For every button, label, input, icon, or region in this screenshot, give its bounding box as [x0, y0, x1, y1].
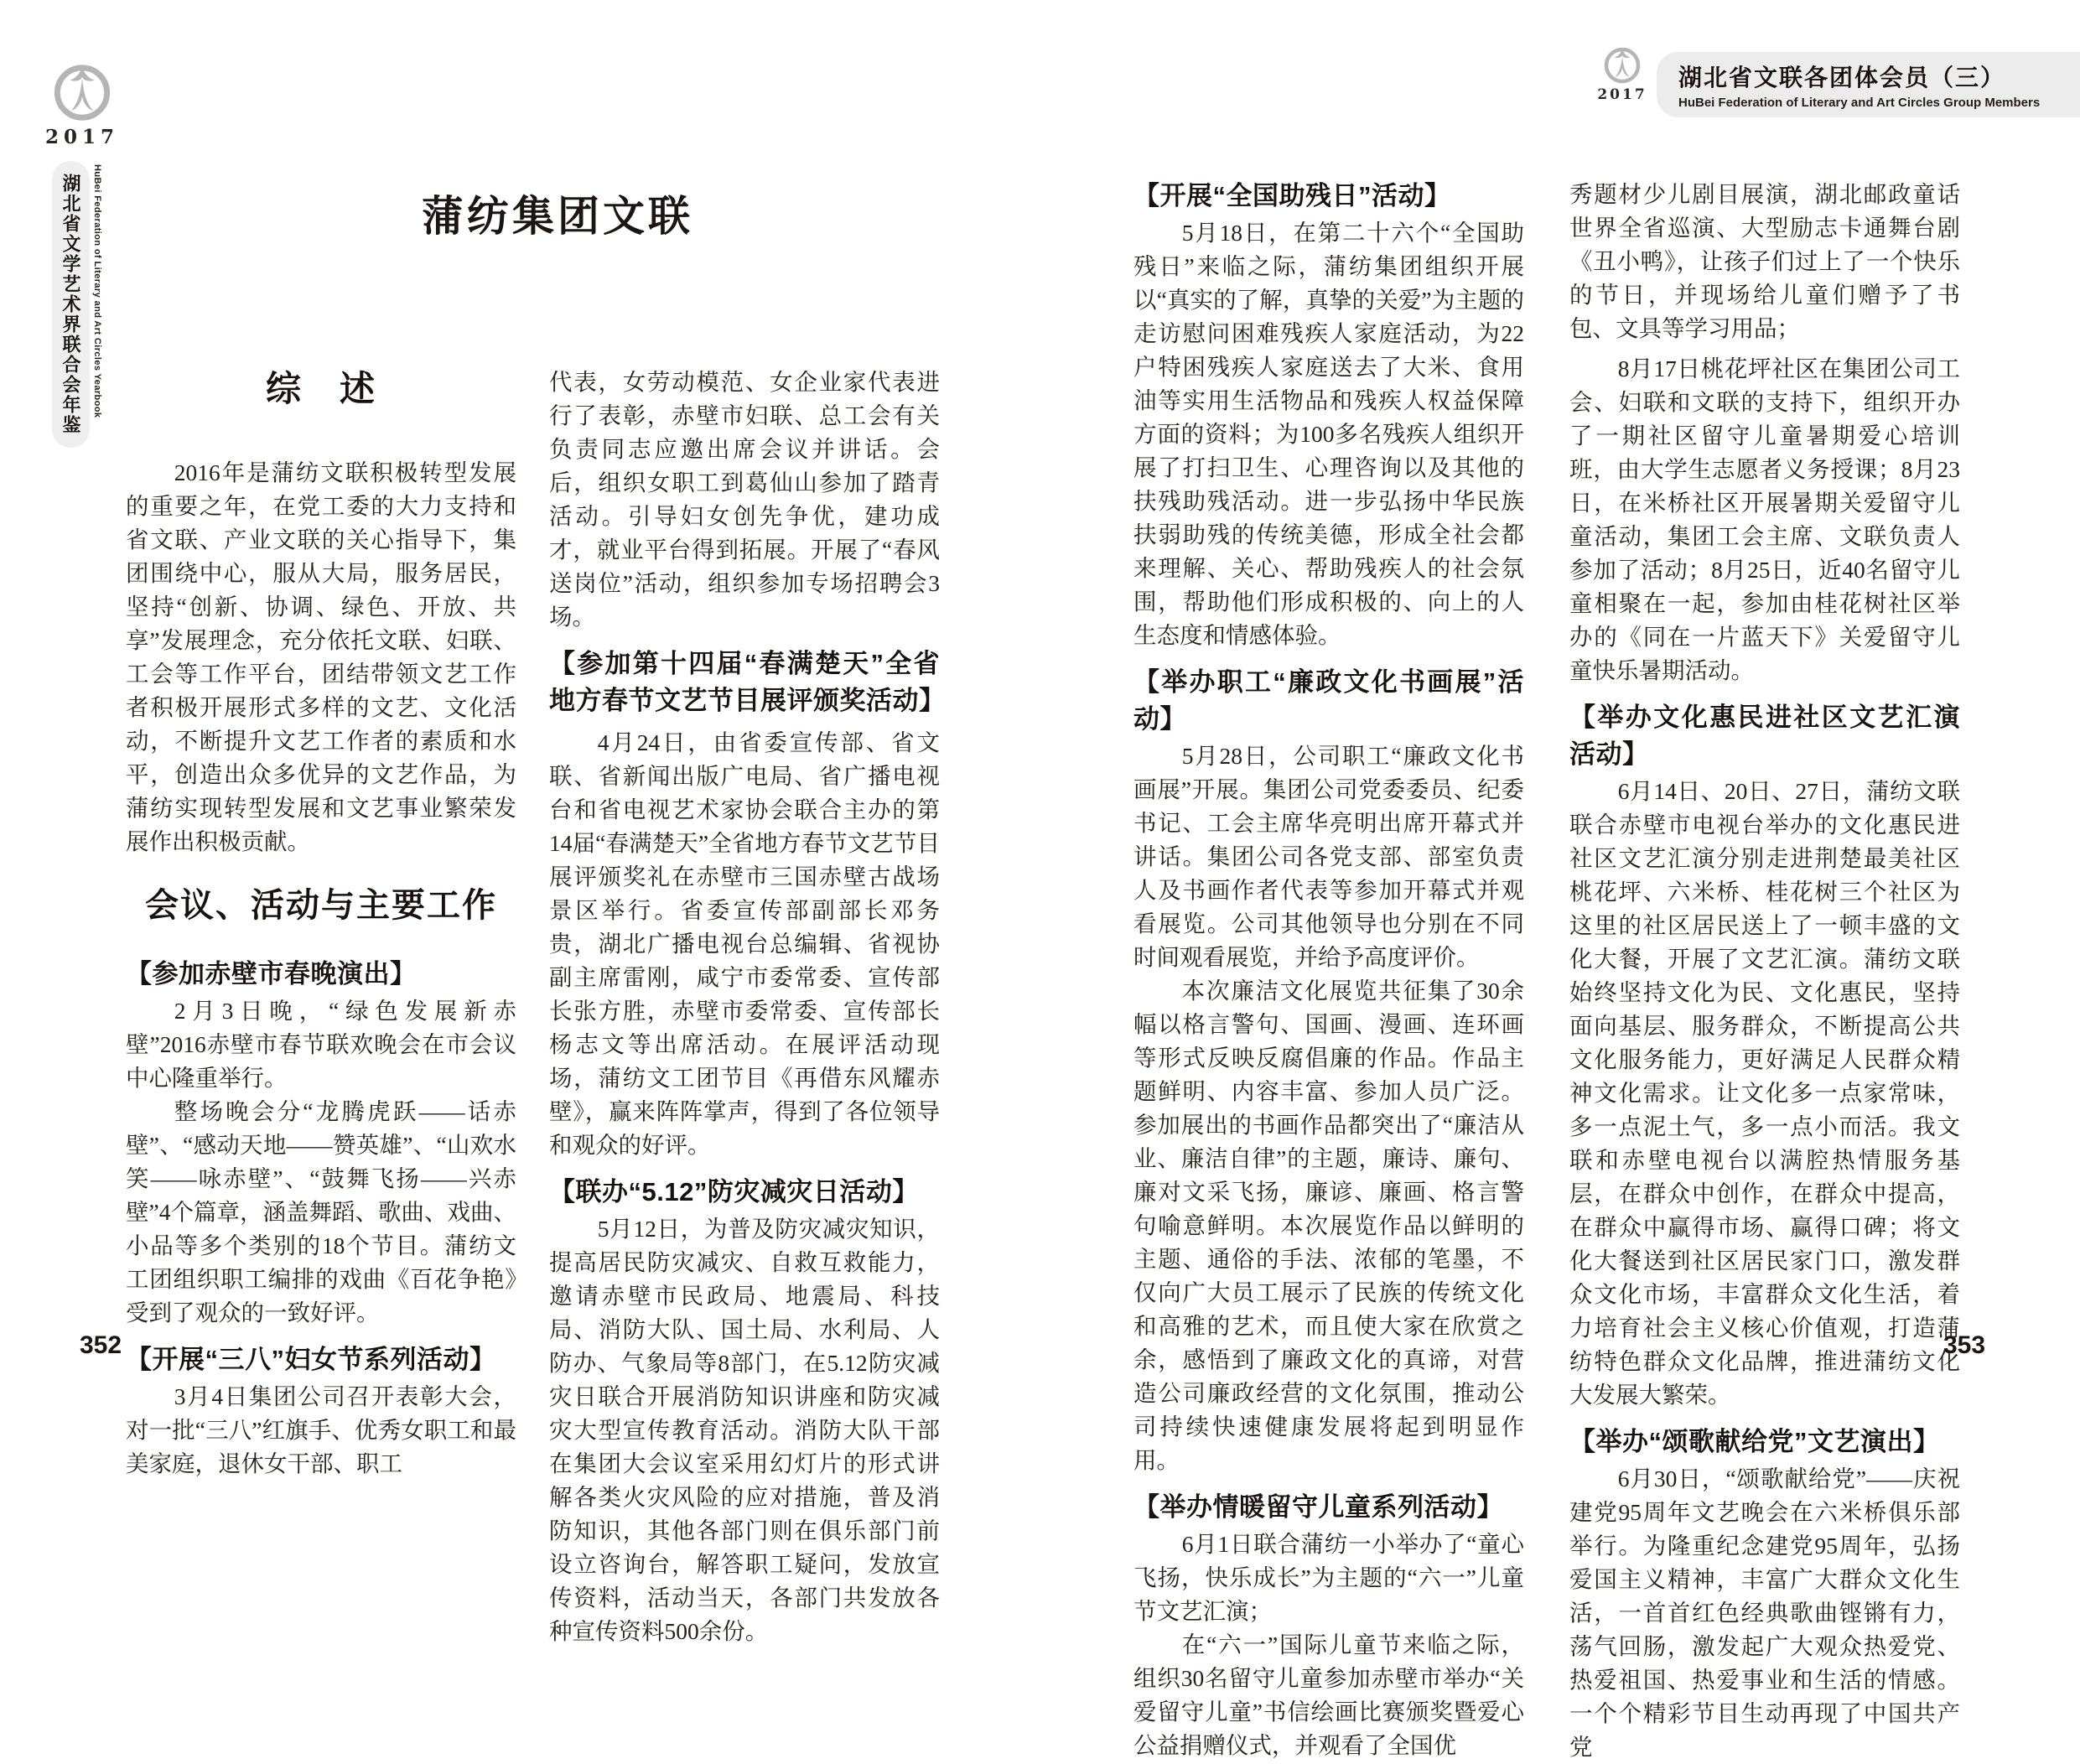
- section-heading-huimin: 【举办文化惠民进社区文艺汇演活动】: [1569, 703, 1960, 769]
- paragraph: 6月1日联合蒲纺一小举办了“童心飞扬，快乐成长”为主题的“六一”儿童节文艺汇演；: [1133, 1531, 1524, 1624]
- right-page-column-2: [1569, 178, 1960, 1764]
- paragraph: 3月4日集团公司召开表彰大会，对一批“三八”红旗手、优秀女职工和最美家庭，退休女干部、职工: [126, 1383, 516, 1476]
- overview-paragraph: 2016年是蒲纺文联积极转型发展的重要之年，在党工委的大力支持和省文联、产业文联的关心指导下，集团围绕中心，服从大局，服务居民，坚持“创新、协调、绿色、开放、共享”发展理念，充分依托文联、妇联、工会等工作平台，团结带领文艺工作者积极开展形式多样的文艺、文化活动，不断提升文艺工作者的素质和水平，创造出众多优异的文艺作品，为蒲纺实现转型发展和文艺事业繁荣发展作出积极贡献。: [126, 459, 516, 854]
- paragraph: 2月3日晚，“绿色发展新赤壁”2016赤壁市春节联欢晚会在市会议中心隆重举行。: [126, 998, 516, 1091]
- paragraph: 4月24日，由省委宣传部、省文联、省新闻出版广电局、省广播电视台和省电视艺术家协会联合主办的第14届“春满楚天”全省地方春节文艺节目展评颁奖礼在赤壁市三国赤壁古战场景区举行。省委宣传部副部长邓务贵，湖北广播电视台总编辑、省视协副主席雷刚，咸宁市委常委、宣传部长张方胜，赤壁市委常委、宣传部长杨志文等出席活动。在展评活动现场，蒲纺文工团节目《再借东风耀赤壁》，赢来阵阵掌声，得到了各位领导和观众的好评。: [549, 729, 940, 1158]
- section-heading-chunwan: 【参加赤壁市春晚演出】: [126, 959, 417, 988]
- paragraph-continued: 代表，女劳动模范、女企业家代表进行了表彰，赤壁市妇联、总工会有关负责同志应邀出席会议并讲话。会后，组织女职工到葛仙山参加了踏青活动。引导妇女创先争优，建功成才，就业平台得到拓展。开展了“春风送岗位”活动，组织参加专场招聘会3场。: [549, 369, 940, 630]
- section-heading-sanba: 【开展“三八”妇女节系列活动】: [126, 1345, 496, 1374]
- section-heading-songge: 【举办“颂歌献给党”文艺演出】: [1569, 1427, 1940, 1456]
- page-number-right: 353: [1943, 1331, 1986, 1359]
- federation-logo-small: [1595, 44, 1650, 103]
- left-page-column-2: [549, 366, 946, 1648]
- paragraph-continued: 秀题材少儿剧目展演，湖北邮政童话世界全省巡演、大型励志卡通舞台剧《丑小鸭》，让孩子们过上了一个快乐的节日，并现场给儿童们赠予了书包、文具等学习用品；: [1569, 181, 1960, 341]
- federation-emblem-icon: [49, 59, 115, 124]
- logo-year-left: 2017: [44, 126, 119, 148]
- paragraph: 5月12日，为普及防灾减灾知识，提高居民防灾减灾、自救互救能力，邀请赤壁市民政局、地震局、科技局、消防大队、国土局、水利局、人防办、气象局等8部门，在5.12防灾减灾日联合开展消防知识讲座和防灾减灾大型宣传教育活动。消防大队干部在集团大会议室采用幻灯片的形式讲解各类火灾风险的应对措施，普及消防知识，其他各部门则在俱乐部门前设立咨询台，解答职工疑问，发放宣传资料，活动当天，各部门共发放各种宣传资料500余份。: [549, 1216, 940, 1644]
- section-heading-zhucanri: 【开展“全国助残日”活动】: [1133, 181, 1451, 210]
- paragraph: 5月18日，在第二十六个“全国助残日”来临之际，蒲纺集团组织开展以“真实的了解，真挚的关爱”为主题的走访慰问困难残疾人家庭活动，为22户特困残疾人家庭送去了大米、食用油等实用生活物品和残疾人权益保障方面的资料；为100多名残疾人组织开展了打扫卫生、心理咨询以及其他的扶残助残活动。进一步弘扬中华民族扶弱助残的传统美德，形成全社会都来理解、关心、帮助残疾人的社会氛围，帮助他们形成积极的、向上的人生态度和情感体验。: [1133, 220, 1524, 648]
- chapter-title-cn: 湖北省文联各团体会员（三）: [1678, 65, 2006, 91]
- section-heading-lianzheng: 【举办职工“廉政文化书画展”活动】: [1133, 667, 1524, 734]
- paragraph: 6月14日、20日、27日，蒲纺文联联合赤壁市电视台举办的文化惠民进社区文艺汇演分别走进荆楚最美社区桃花坪、六米桥、桂花树三个社区为这里的社区居民送上了一顿丰盛的文化大餐，开展了文艺汇演。蒲纺文联始终坚持文化为民、文化惠民，坚持面向基层、服务群众，不断提高公共文化服务能力，更好满足人民群众精神文化需求。让文化多一点家常味，多一点泥土气，多一点小而活。我文联和赤壁电视台以满腔热情服务基层，在群众中创作，在群众中提高，在群众中赢得市场、赢得口碑；将文化大餐送到社区居民家门口，激发群众文化市场，丰富群众文化生活，着力培育社会主义核心价值观，打造蒲纺特色群众文化品牌，推进蒲纺文化大发展大繁荣。: [1569, 778, 1960, 1408]
- work-heading: 会议、活动与主要工作: [145, 887, 497, 924]
- federation-logo: [44, 59, 121, 148]
- page-number-left: 352: [80, 1331, 122, 1359]
- spine-title-cn: 湖北省文学艺术界联合会年鉴: [52, 161, 90, 448]
- paragraph: 8月17日桃花坪社区在集团公司工会、妇联和文联的支持下，组织开办了一期社区留守儿童暑期爱心培训班，由大学生志愿者义务授课；8月23日，在米桥社区开展暑期关爱留守儿童活动，集团工会主席、文联负责人参加了活动；8月25日，近40名留守儿童相聚在一起，参加由桂花树社区举办的《同在一片蓝天下》关爱留守儿童快乐暑期活动。: [1569, 355, 1960, 683]
- spine-title-en: HuBei Federation of Literary and Art Circles Yearbook: [92, 164, 102, 418]
- paragraph: 在“六一”国际儿童节来临之际，组织30名留守儿童参加赤壁市举办“关爱留守儿童”书信绘画比赛颁奖暨爱心公益捐赠仪式，并观看了全国优: [1133, 1632, 1524, 1758]
- logo-year-right: 2017: [1597, 86, 1647, 103]
- paragraph: 整场晚会分“龙腾虎跃——话赤壁”、“感动天地——赞英雄”、“山欢水笑——咏赤壁”、“鼓舞飞扬——兴赤壁”4个篇章，涵盖舞蹈、歌曲、戏曲、小品等多个类别的18个节目。蒲纺文工团组织职工编排的戏曲《百花争艳》受到了观众的一致好评。: [126, 1098, 516, 1326]
- section-heading-512: 【联办“5.12”防灾减灾日活动】: [549, 1177, 919, 1206]
- left-page-column-1: [126, 369, 516, 1481]
- paragraph: 本次廉洁文化展览共征集了30余幅以格言警句、国画、漫画、连环画等形式反映反腐倡廉的作品。作品主题鲜明、内容丰富、参加人员广泛。参加展出的书画作品都突出了“廉洁从业、廉洁自律”的主题，廉诗、廉句、廉对文采飞扬，廉谚、廉画、格言警句喻意鲜明。本次展览作品以鲜明的主题、通俗的手法、浓郁的笔墨，不仅向广大员工展示了民族的传统文化和高雅的艺术，而且使大家在欣赏之余，感悟到了廉政文化的真谛，对营造公司廉政经营的文化氛围，推动公司持续快速健康发展将起到明显作用。: [1133, 978, 1524, 1473]
- overview-heading: 综 述: [265, 369, 376, 408]
- chapter-header-band: [1657, 52, 2080, 117]
- section-heading-liushou: 【举办情暖留守儿童系列活动】: [1133, 1492, 1503, 1522]
- chapter-title-en: HuBei Federation of Literary and Art Circles Group Members: [1678, 96, 2041, 110]
- article-title: 蒲纺集团文联: [422, 193, 693, 240]
- paragraph: 5月28日，公司职工“廉政文化书画展”开展。集团公司党委委员、纪委书记、工会主席华亮明出席开幕式并讲话。集团公司各党支部、部室负责人及书画作者代表等参加开幕式并观看展览。公司其他领导也分别在不同时间观看展览，并给予高度评价。: [1133, 743, 1524, 970]
- paragraph: 6月30日，“颂歌献给党”——庆祝建党95周年文艺晚会在六米桥俱乐部举行。为隆重纪念建党95周年，弘扬爱国主义精神，丰富广大群众文化生活，一首首红色经典歌曲铿锵有力，荡气回肠，激发起广大观众热爱党、热爱祖国、热爱事业和生活的情感。一个个精彩节目生动再现了中国共产党: [1569, 1466, 1960, 1760]
- right-page-column-1: [1133, 178, 1524, 1762]
- section-heading-chunmanchutian: 【参加第十四届“春满楚天”全省地方春节文艺节目展评颁奖活动】: [549, 649, 946, 715]
- federation-emblem-icon: [1601, 44, 1643, 86]
